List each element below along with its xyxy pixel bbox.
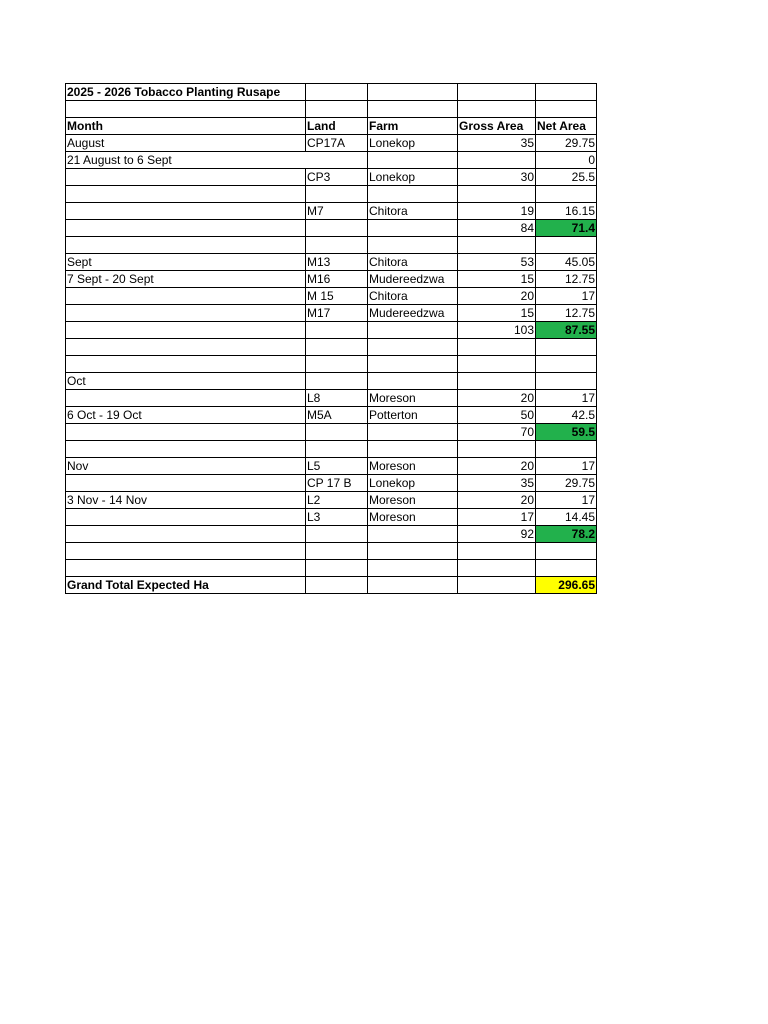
- table-row: [66, 101, 597, 118]
- cell[interactable]: [536, 441, 597, 458]
- cell[interactable]: [368, 356, 458, 373]
- table-row: [66, 271, 597, 288]
- month-cell[interactable]: 21 August to 6 Sept: [66, 152, 306, 169]
- cell[interactable]: [458, 577, 536, 594]
- subtotal-row: [66, 220, 597, 237]
- farm-cell[interactable]: Chitora: [368, 288, 458, 305]
- table-row: [66, 135, 597, 152]
- subtotal-row: [66, 424, 597, 441]
- farm-cell[interactable]: Potterton: [368, 407, 458, 424]
- sheet-title[interactable]: 2025 - 2026 Tobacco Planting Rusape: [66, 84, 306, 101]
- subtotal-row: [66, 526, 597, 543]
- farm-cell[interactable]: Lonekop: [368, 135, 458, 152]
- cell[interactable]: [536, 560, 597, 577]
- month-cell[interactable]: 3 Nov - 14 Nov: [66, 492, 306, 509]
- cell[interactable]: [66, 560, 306, 577]
- cell[interactable]: [536, 186, 597, 203]
- cell[interactable]: [536, 356, 597, 373]
- cell[interactable]: [536, 101, 597, 118]
- table-row: [66, 509, 597, 526]
- cell[interactable]: [368, 543, 458, 560]
- cell[interactable]: [368, 237, 458, 254]
- farm-cell[interactable]: Moreson: [368, 458, 458, 475]
- net-area-cell[interactable]: 14.45: [536, 509, 597, 526]
- gross-area-cell[interactable]: 17: [458, 509, 536, 526]
- cell[interactable]: [368, 220, 458, 237]
- table-row: [66, 373, 597, 390]
- land-cell[interactable]: M7: [306, 203, 368, 220]
- cell[interactable]: [458, 356, 536, 373]
- cell[interactable]: [306, 322, 368, 339]
- farm-cell[interactable]: [368, 373, 458, 390]
- farm-cell[interactable]: Lonekop: [368, 169, 458, 186]
- net-subtotal-cell[interactable]: 71.4: [536, 220, 597, 237]
- net-area-cell[interactable]: 16.15: [536, 203, 597, 220]
- table-row: [66, 169, 597, 186]
- table-row: [66, 356, 597, 373]
- cell[interactable]: [368, 441, 458, 458]
- table-row: [66, 390, 597, 407]
- land-cell[interactable]: L5: [306, 458, 368, 475]
- cell[interactable]: [306, 339, 368, 356]
- net-area-cell[interactable]: 45.05: [536, 254, 597, 271]
- land-cell[interactable]: CP3: [306, 169, 368, 186]
- net-area-cell[interactable]: 17: [536, 390, 597, 407]
- cell[interactable]: [458, 543, 536, 560]
- cell[interactable]: [368, 577, 458, 594]
- cell[interactable]: [306, 101, 368, 118]
- month-cell[interactable]: [66, 305, 306, 322]
- cell[interactable]: [306, 577, 368, 594]
- header-month[interactable]: Month: [66, 118, 306, 135]
- cell[interactable]: [306, 237, 368, 254]
- cell[interactable]: [306, 441, 368, 458]
- land-cell[interactable]: M5A: [306, 407, 368, 424]
- grand-total-row: [66, 577, 597, 594]
- table-row: [66, 237, 597, 254]
- header-farm[interactable]: Farm: [368, 118, 458, 135]
- cell[interactable]: [66, 186, 306, 203]
- cell[interactable]: [368, 424, 458, 441]
- grand-total-value[interactable]: 296.65: [536, 577, 597, 594]
- table-row: [66, 475, 597, 492]
- cell[interactable]: [306, 543, 368, 560]
- land-cell[interactable]: [306, 373, 368, 390]
- table-row: [66, 152, 597, 169]
- land-cell[interactable]: M16: [306, 271, 368, 288]
- cell[interactable]: [306, 356, 368, 373]
- gross-area-cell[interactable]: 30: [458, 169, 536, 186]
- cell[interactable]: [368, 322, 458, 339]
- farm-cell[interactable]: [368, 152, 458, 169]
- planting-table: [65, 83, 597, 594]
- month-cell[interactable]: Sept: [66, 254, 306, 271]
- grand-total-label[interactable]: Grand Total Expected Ha: [66, 577, 306, 594]
- subtotal-row: [66, 322, 597, 339]
- cell[interactable]: [306, 526, 368, 543]
- cell[interactable]: [536, 237, 597, 254]
- table-row: [66, 254, 597, 271]
- cell[interactable]: [66, 441, 306, 458]
- cell[interactable]: [66, 101, 306, 118]
- cell[interactable]: [536, 84, 597, 101]
- cell[interactable]: [66, 543, 306, 560]
- gross-subtotal-cell[interactable]: 103: [458, 322, 536, 339]
- cell[interactable]: [458, 441, 536, 458]
- gross-subtotal-cell[interactable]: 92: [458, 526, 536, 543]
- cell[interactable]: [368, 186, 458, 203]
- cell[interactable]: [66, 339, 306, 356]
- net-subtotal-cell[interactable]: 59.5: [536, 424, 597, 441]
- month-cell[interactable]: [66, 390, 306, 407]
- gross-area-cell[interactable]: 53: [458, 254, 536, 271]
- farm-cell[interactable]: Chitora: [368, 254, 458, 271]
- month-cell[interactable]: [66, 203, 306, 220]
- month-cell[interactable]: [66, 475, 306, 492]
- gross-area-cell[interactable]: [458, 152, 536, 169]
- cell[interactable]: [368, 84, 458, 101]
- table-row: [66, 407, 597, 424]
- net-area-cell[interactable]: 17: [536, 492, 597, 509]
- cell[interactable]: [66, 322, 306, 339]
- month-cell[interactable]: Nov: [66, 458, 306, 475]
- farm-cell[interactable]: Mudereedzwa: [368, 271, 458, 288]
- month-cell[interactable]: Oct: [66, 373, 306, 390]
- gross-area-cell[interactable]: [458, 373, 536, 390]
- land-cell[interactable]: L8: [306, 390, 368, 407]
- net-area-cell[interactable]: 17: [536, 288, 597, 305]
- farm-cell[interactable]: Moreson: [368, 509, 458, 526]
- farm-cell[interactable]: Lonekop: [368, 475, 458, 492]
- net-area-cell[interactable]: 29.75: [536, 475, 597, 492]
- cell[interactable]: [458, 237, 536, 254]
- cell[interactable]: [368, 560, 458, 577]
- table-row: [66, 186, 597, 203]
- land-cell[interactable]: M 15: [306, 288, 368, 305]
- month-cell[interactable]: [66, 288, 306, 305]
- net-subtotal-cell[interactable]: 87.55: [536, 322, 597, 339]
- land-cell[interactable]: M17: [306, 305, 368, 322]
- land-cell[interactable]: L3: [306, 509, 368, 526]
- cell[interactable]: [536, 339, 597, 356]
- cell[interactable]: [66, 220, 306, 237]
- month-cell[interactable]: [66, 509, 306, 526]
- header-row: [66, 118, 597, 135]
- header-net-area[interactable]: Net Area: [536, 118, 597, 135]
- gross-area-cell[interactable]: 19: [458, 203, 536, 220]
- month-cell[interactable]: August: [66, 135, 306, 152]
- table-row: [66, 288, 597, 305]
- net-area-cell[interactable]: 29.75: [536, 135, 597, 152]
- farm-cell[interactable]: Moreson: [368, 492, 458, 509]
- cell[interactable]: [458, 339, 536, 356]
- month-cell[interactable]: 6 Oct - 19 Oct: [66, 407, 306, 424]
- gross-area-cell[interactable]: 15: [458, 271, 536, 288]
- header-gross-area[interactable]: Gross Area: [458, 118, 536, 135]
- month-cell[interactable]: [66, 169, 306, 186]
- cell[interactable]: [66, 237, 306, 254]
- net-area-cell[interactable]: 25.5: [536, 169, 597, 186]
- cell[interactable]: [66, 356, 306, 373]
- header-land[interactable]: Land: [306, 118, 368, 135]
- table-row: [66, 492, 597, 509]
- table-row: [66, 339, 597, 356]
- cell[interactable]: [306, 560, 368, 577]
- net-area-cell[interactable]: 0: [536, 152, 597, 169]
- gross-subtotal-cell[interactable]: 84: [458, 220, 536, 237]
- cell[interactable]: [458, 101, 536, 118]
- cell[interactable]: [458, 186, 536, 203]
- net-area-cell[interactable]: 12.75: [536, 305, 597, 322]
- gross-area-cell[interactable]: 35: [458, 135, 536, 152]
- net-area-cell[interactable]: [536, 373, 597, 390]
- table-row: [66, 560, 597, 577]
- farm-cell[interactable]: Moreson: [368, 390, 458, 407]
- cell[interactable]: [306, 186, 368, 203]
- farm-cell[interactable]: Chitora: [368, 203, 458, 220]
- cell[interactable]: [66, 424, 306, 441]
- table-row: [66, 305, 597, 322]
- cell[interactable]: [306, 220, 368, 237]
- land-cell[interactable]: CP17A: [306, 135, 368, 152]
- table-row: [66, 203, 597, 220]
- farm-cell[interactable]: Mudereedzwa: [368, 305, 458, 322]
- cell[interactable]: [368, 101, 458, 118]
- gross-area-cell[interactable]: 20: [458, 390, 536, 407]
- cell[interactable]: [368, 526, 458, 543]
- gross-area-cell[interactable]: 15: [458, 305, 536, 322]
- month-cell[interactable]: 7 Sept - 20 Sept: [66, 271, 306, 288]
- gross-area-cell[interactable]: 50: [458, 407, 536, 424]
- land-cell[interactable]: CP 17 B: [306, 475, 368, 492]
- cell[interactable]: [458, 560, 536, 577]
- net-area-cell[interactable]: 17: [536, 458, 597, 475]
- table-row: [66, 441, 597, 458]
- table-row: [66, 543, 597, 560]
- land-cell[interactable]: M13: [306, 254, 368, 271]
- cell[interactable]: [306, 424, 368, 441]
- cell[interactable]: [536, 543, 597, 560]
- net-area-cell[interactable]: 42.5: [536, 407, 597, 424]
- net-area-cell[interactable]: 12.75: [536, 271, 597, 288]
- gross-area-cell[interactable]: 35: [458, 475, 536, 492]
- gross-area-cell[interactable]: 20: [458, 492, 536, 509]
- cell[interactable]: [458, 84, 536, 101]
- gross-subtotal-cell[interactable]: 70: [458, 424, 536, 441]
- net-subtotal-cell[interactable]: 78.2: [536, 526, 597, 543]
- gross-area-cell[interactable]: 20: [458, 288, 536, 305]
- cell[interactable]: [368, 339, 458, 356]
- land-cell[interactable]: [306, 152, 368, 169]
- cell[interactable]: [66, 526, 306, 543]
- land-cell[interactable]: L2: [306, 492, 368, 509]
- gross-area-cell[interactable]: 20: [458, 458, 536, 475]
- cell[interactable]: [306, 84, 368, 101]
- title-row: [66, 84, 597, 101]
- table-row: [66, 458, 597, 475]
